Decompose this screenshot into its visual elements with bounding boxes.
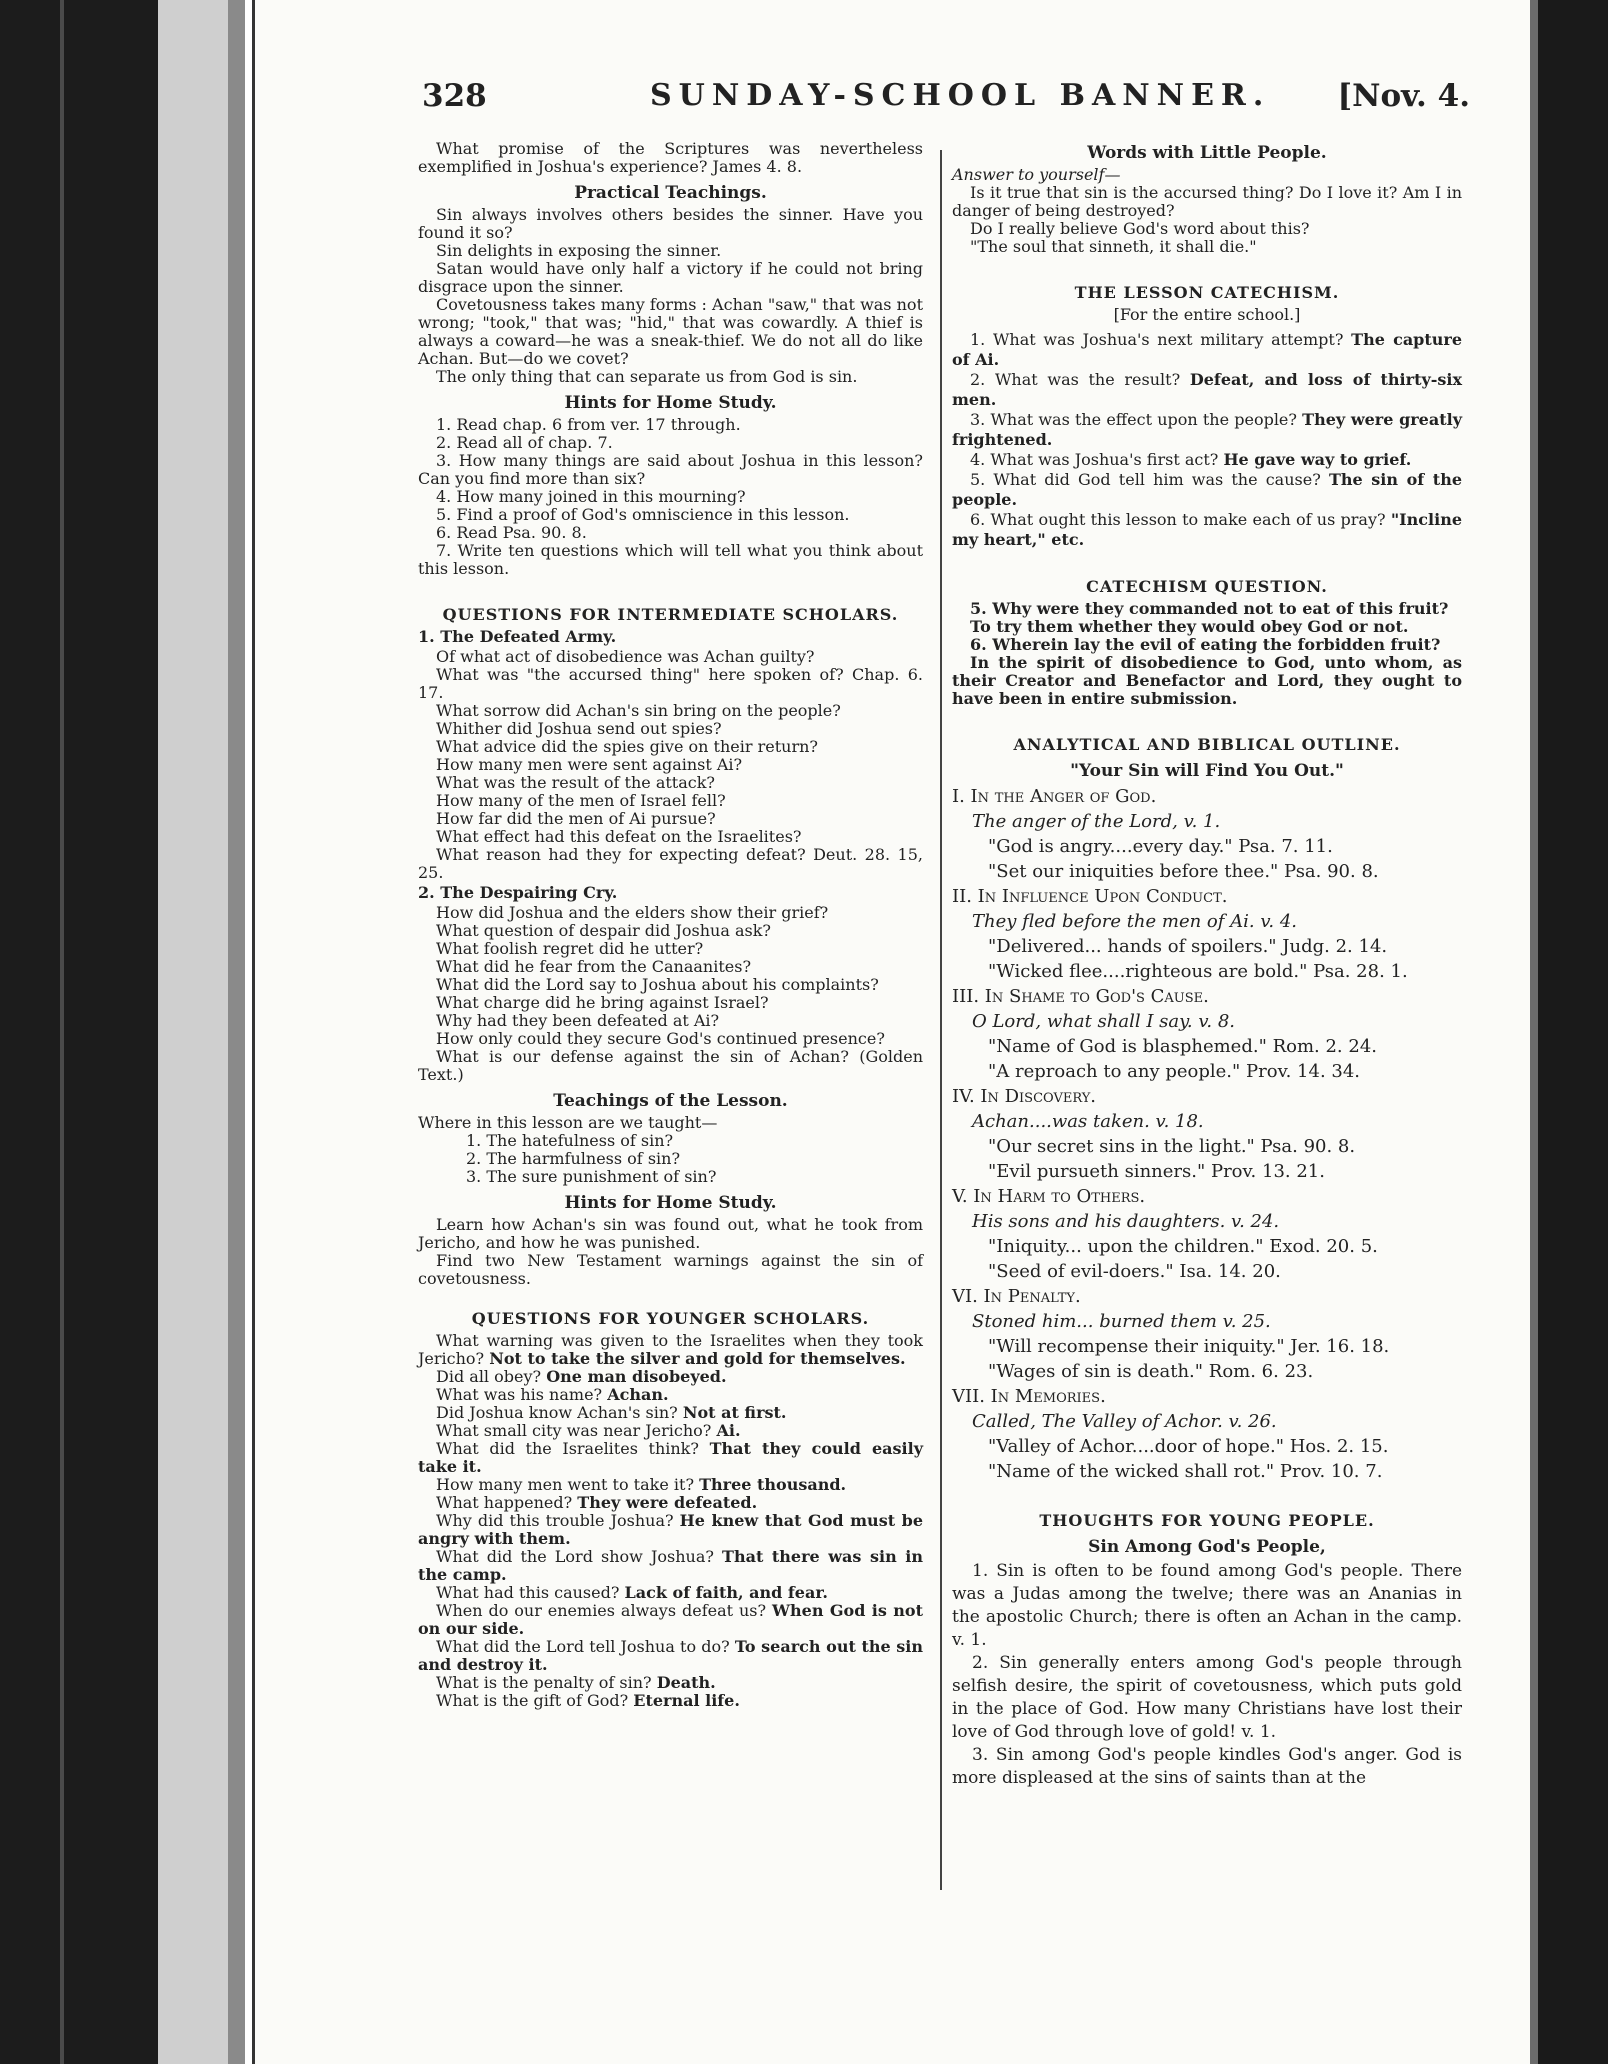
right-column [952, 140, 1462, 1790]
question: What foolish regret did he utter? [436, 939, 704, 958]
outline-section [952, 1384, 1462, 1484]
qa-item [952, 330, 1462, 370]
paragraph: To try them whether they would obey God or not. [970, 617, 1409, 636]
qa-item [418, 1476, 923, 1494]
outline-quote: "Seed of evil-doers." Isa. 14. 20. [988, 1261, 1281, 1282]
catechism-question-block [952, 600, 1462, 708]
outline-list [952, 784, 1462, 1484]
question: Why did this trouble Joshua? [436, 1511, 674, 1530]
scan-left-margin [0, 0, 245, 2064]
answer: Achan. [607, 1385, 669, 1404]
catechism-subtitle: [For the entire school.] [1113, 305, 1301, 324]
outline-quote: "Our secret sins in the light." Psa. 90. 8. [988, 1136, 1356, 1157]
paragraph: 5. Why were they commanded not to eat of this fruit? [970, 599, 1449, 618]
question: What did the Lord say to Joshua about his complaints? [436, 975, 879, 994]
outline-heading-item: I. In the Anger of God. [952, 786, 1157, 807]
qa-item [418, 1404, 923, 1422]
outline-quote: "Will recompense their iniquity." Jer. 16. 18. [988, 1336, 1390, 1357]
hints-list [418, 416, 923, 578]
thoughts-subtitle: Sin Among God's People, [1088, 1537, 1326, 1557]
thoughts-heading: THOUGHTS FOR YOUNG PEOPLE. [1039, 1511, 1375, 1530]
paragraph: 6. Wherein lay the evil of eating the forbidden fruit? [970, 635, 1441, 654]
outline-quote: "Set our iniquities before thee." Psa. 90. 8. [988, 861, 1379, 882]
question: When do our enemies always defeat us? [436, 1601, 767, 1620]
hints-heading: Hints for Home Study. [564, 1193, 777, 1213]
question-list [418, 648, 923, 882]
question: 1. What was Joshua's next military attempt? [970, 330, 1344, 349]
scan-right-edge [1530, 0, 1538, 2064]
question: 5. What did God tell him was the cause? [970, 470, 1321, 489]
outline-quote: "Name of God is blasphemed." Rom. 2. 24. [988, 1036, 1378, 1057]
question: What was the result of the attack? [436, 773, 715, 792]
outline-quote: "Iniquity... upon the children." Exod. 20. 5. [988, 1236, 1378, 1257]
question: What is the gift of God? [436, 1691, 629, 1710]
question: What happened? [436, 1493, 573, 1512]
answer: Lack of faith, and fear. [624, 1583, 828, 1602]
question: What had this caused? [436, 1583, 620, 1602]
outline-text: They fled before the men of Ai. v. 4. [972, 911, 1298, 932]
outline-text: Stoned him... burned them v. 25. [972, 1311, 1271, 1332]
paragraph: In the spirit of disobedience to God, unto whom, as their Creator and Benefactor and Lord, they ought to have been in entire submission. [952, 653, 1462, 708]
question: What did the Lord show Joshua? [436, 1547, 714, 1566]
qa-item [418, 1602, 923, 1638]
question: What sorrow did Achan's sin bring on the people? [436, 701, 841, 720]
outline-text: O Lord, what shall I say. v. 8. [972, 1011, 1235, 1032]
qa-item [418, 1386, 923, 1404]
paragraph: Do I really believe God's word about this? [970, 219, 1310, 238]
paragraph: Covetousness takes many forms : Achan "saw," that was not wrong; "took," that was; "hid," that was cowardly. A thief is always a coward—he was a sneak-thief. We do not all do like Achan. But—do we covet? [418, 295, 923, 368]
question: What reason had they for expecting defeat? Deut. 28. 15, 25. [418, 845, 923, 882]
outline-text: Achan....was taken. v. 18. [972, 1111, 1204, 1132]
words-heading: Words with Little People. [1087, 143, 1327, 163]
question: What question of despair did Joshua ask? [436, 921, 771, 940]
question: How did Joshua and the elders show their grief? [436, 903, 829, 922]
outline-text: His sons and his daughters. v. 24. [972, 1211, 1280, 1232]
answer: The capture of Ai. [952, 330, 1463, 369]
list-item: 1. Read chap. 6 from ver. 17 through. [436, 415, 741, 434]
outline-heading-item: V. In Harm to Others. [952, 1186, 1146, 1207]
section-title: 1. The Defeated Army. [418, 627, 617, 646]
answer: Three thousand. [699, 1475, 847, 1494]
list-item: 5. Find a proof of God's omniscience in this lesson. [436, 505, 850, 524]
list-item: 6. Read Psa. 90. 8. [436, 523, 587, 542]
question: What charge did he bring against Israel? [436, 993, 769, 1012]
outline-text: Called, The Valley of Achor. v. 26. [972, 1411, 1277, 1432]
practical-teachings [418, 206, 923, 386]
question: What is the penalty of sin? [436, 1673, 652, 1692]
outline-section [952, 1184, 1462, 1284]
paragraph: 1. Sin is often to be found among God's people. There was a Judas among the twelve; there was an Ananias in the apostolic Church; there is often an Achan in the camp. v. 1. [952, 1561, 1462, 1650]
question: Whither did Joshua send out spies? [436, 719, 722, 738]
column-rule [940, 150, 942, 1890]
question: Why had they been defeated at Ai? [436, 1011, 720, 1030]
qa-item [418, 1368, 923, 1386]
answer-label: Answer to yourself— [952, 165, 1121, 184]
teachings-heading: Teachings of the Lesson. [553, 1091, 788, 1111]
outline-quote: "God is angry....every day." Psa. 7. 11. [988, 836, 1333, 857]
qa-item [418, 1422, 923, 1440]
thoughts-list [952, 1560, 1462, 1790]
qa-item [418, 1440, 923, 1476]
qa-item [952, 450, 1462, 470]
answer: He gave way to grief. [1223, 450, 1412, 469]
binding-line [60, 0, 64, 2064]
outline-quote: "Evil pursueth sinners." Prov. 13. 21. [988, 1161, 1325, 1182]
question: 4. What was Joshua's first act? [970, 450, 1219, 469]
question: 3. What was the effect upon the people? [970, 410, 1297, 429]
answer: Eternal life. [633, 1691, 740, 1710]
answer: Not at first. [682, 1403, 787, 1422]
paragraph: The only thing that can separate us from God is sin. [436, 367, 858, 386]
paragraph: Find two New Testament warnings against the sin of covetousness. [418, 1251, 923, 1288]
teachings-intro: Where in this lesson are we taught— [418, 1113, 718, 1132]
outline-heading-item: II. In Influence Upon Conduct. [952, 886, 1228, 907]
outline-quote: "Wicked flee....righteous are bold." Psa. 28. 1. [988, 961, 1408, 982]
qa-item [418, 1638, 923, 1674]
list-item: 4. How many joined in this mourning? [436, 487, 746, 506]
outline-section [952, 784, 1462, 884]
qa-item [418, 1548, 923, 1584]
qa-item [952, 510, 1462, 550]
question: What did the Israelites think? [436, 1439, 699, 1458]
running-header [422, 78, 1470, 122]
question: 2. What was the result? [970, 370, 1181, 389]
outline-heading-item: VI. In Penalty. [952, 1286, 1081, 1307]
qa-item [418, 1332, 923, 1368]
answer: They were greatly frightened. [952, 410, 1462, 449]
issue-date: [Nov. 4. [1337, 78, 1470, 114]
younger-heading: QUESTIONS FOR YOUNGER SCHOLARS. [471, 1309, 870, 1328]
paragraph: Sin delights in exposing the sinner. [436, 241, 722, 260]
paragraph: Is it true that sin is the accursed thing? Do I love it? Am I in danger of being destroyed? [952, 183, 1462, 220]
intro-paragraph: What promise of the Scriptures was nevertheless exemplified in Joshua's experience? James 4. 8. [418, 139, 923, 176]
qa-item [418, 1692, 923, 1710]
outline-heading-item: III. In Shame to God's Cause. [952, 986, 1209, 1007]
list-item: 3. How many things are said about Joshua in this lesson? Can you find more than six? [418, 451, 923, 488]
outline-quote: "Wages of sin is death." Rom. 6. 23. [988, 1361, 1314, 1382]
answer: Ai. [716, 1421, 741, 1440]
outline-subtitle: "Your Sin will Find You Out." [1070, 761, 1344, 781]
outline-quote: "Name of the wicked shall rot." Prov. 10. 7. [988, 1461, 1383, 1482]
paragraph: Learn how Achan's sin was found out, what he took from Jericho, and how he was punished. [418, 1215, 923, 1252]
outline-section [952, 984, 1462, 1084]
scan-right-margin [1530, 0, 1608, 2064]
outline-quote: "Valley of Achor....door of hope." Hos. 2. 15. [988, 1436, 1389, 1457]
question: Of what act of disobedience was Achan guilty? [436, 647, 815, 666]
outline-section [952, 1284, 1462, 1384]
paragraph: Satan would have only half a victory if he could not bring disgrace upon the sinner. [418, 259, 923, 296]
qa-item [418, 1512, 923, 1548]
younger-qa-list [418, 1332, 923, 1710]
outline-heading: ANALYTICAL AND BIBLICAL OUTLINE. [1013, 735, 1401, 754]
question: How many men were sent against Ai? [436, 755, 743, 774]
answer: That there was sin in the camp. [418, 1547, 923, 1584]
question: What warning was given to the Israelites when they took Jericho? [418, 1331, 923, 1368]
catechism-question-heading: CATECHISM QUESTION. [1086, 577, 1328, 596]
question: What effect had this defeat on the Israelites? [436, 827, 802, 846]
question: How many of the men of Israel fell? [436, 791, 726, 810]
answer: "Incline my heart," etc. [952, 510, 1463, 549]
question: What was his name? [436, 1385, 603, 1404]
outline-heading-item: IV. In Discovery. [952, 1086, 1097, 1107]
qa-item [418, 1494, 923, 1512]
question: 6. What ought this lesson to make each of us pray? [970, 510, 1386, 529]
outline-quote: "A reproach to any people." Prov. 14. 34. [988, 1061, 1361, 1082]
question: What is our defense against the sin of Achan? (Golden Text.) [418, 1047, 923, 1084]
catechism-heading: THE LESSON CATECHISM. [1074, 283, 1340, 302]
practical-heading: Practical Teachings. [574, 183, 767, 203]
page-stack-edge [158, 0, 228, 2064]
list-item: 3. The sure punishment of sin? [466, 1167, 717, 1186]
paragraph: Sin always involves others besides the sinner. Have you found it so? [418, 205, 923, 242]
qa-item [418, 1584, 923, 1602]
section-title: 2. The Despairing Cry. [418, 883, 618, 902]
outline-section [952, 1084, 1462, 1184]
page-stack-shadow [228, 0, 245, 2064]
answer: Defeat, and loss of thirty-six men. [952, 370, 1463, 409]
question: How far did the men of Ai pursue? [436, 809, 716, 828]
answer: They were defeated. [577, 1493, 758, 1512]
answer: Not to take the silver and gold for themselves. [489, 1349, 906, 1368]
question: How only could they secure God's continued presence? [436, 1029, 885, 1048]
answer: When God is not on our side. [418, 1601, 923, 1638]
catechism-list [952, 330, 1462, 550]
question: What did he fear from the Canaanites? [436, 957, 752, 976]
qa-item [952, 410, 1462, 450]
qa-item [952, 470, 1462, 510]
answer: To search out the sin and destroy it. [418, 1637, 924, 1674]
answer: The sin of the people. [952, 470, 1463, 509]
paragraph: 3. Sin among God's people kindles God's anger. God is more displeased at the sins of saints than at the [952, 1745, 1462, 1788]
page-number: 328 [422, 78, 487, 114]
left-column [418, 140, 923, 1710]
qa-item [418, 1674, 923, 1692]
outline-quote: "Delivered... hands of spoilers." Judg. 2. 14. [988, 936, 1388, 957]
page-left-edge [252, 0, 255, 2064]
question: What was "the accursed thing" here spoken of? Chap. 6. 17. [418, 665, 923, 702]
answer: One man disobeyed. [546, 1367, 727, 1386]
list-item: 2. Read all of chap. 7. [436, 433, 613, 452]
outline-text: The anger of the Lord, v. 1. [972, 811, 1221, 832]
question: What did the Lord tell Joshua to do? [436, 1637, 730, 1656]
qa-item [952, 370, 1462, 410]
answer: Death. [656, 1673, 716, 1692]
question: What advice did the spies give on their return? [436, 737, 818, 756]
paragraph: 2. Sin generally enters among God's people through selfish desire, the spirit of covetousness, which puts gold in the place of God. How many Christians have lost their love of God through love of gold! v. 1. [952, 1653, 1462, 1742]
list-item: 1. The hatefulness of sin? [466, 1131, 674, 1150]
question: How many men went to take it? [436, 1475, 695, 1494]
answer: That they could easily take it. [418, 1439, 923, 1476]
answer: He knew that God must be angry with them. [418, 1511, 924, 1548]
question-list [418, 904, 923, 1084]
intermediate-heading: QUESTIONS FOR INTERMEDIATE SCHOLARS. [442, 605, 899, 624]
outline-heading-item: VII. In Memories. [952, 1386, 1106, 1407]
periodical-title: SUNDAY-SCHOOL BANNER. [650, 78, 1271, 113]
question: What small city was near Jericho? [436, 1421, 712, 1440]
question: Did Joshua know Achan's sin? [436, 1403, 678, 1422]
list-item: 7. Write ten questions which will tell what you think about this lesson. [418, 541, 923, 578]
paragraph: "The soul that sinneth, it shall die." [970, 237, 1257, 256]
list-item: 2. The harmfulness of sin? [466, 1149, 681, 1168]
question: Did all obey? [436, 1367, 542, 1386]
hints-heading: Hints for Home Study. [564, 393, 777, 413]
outline-section [952, 884, 1462, 984]
